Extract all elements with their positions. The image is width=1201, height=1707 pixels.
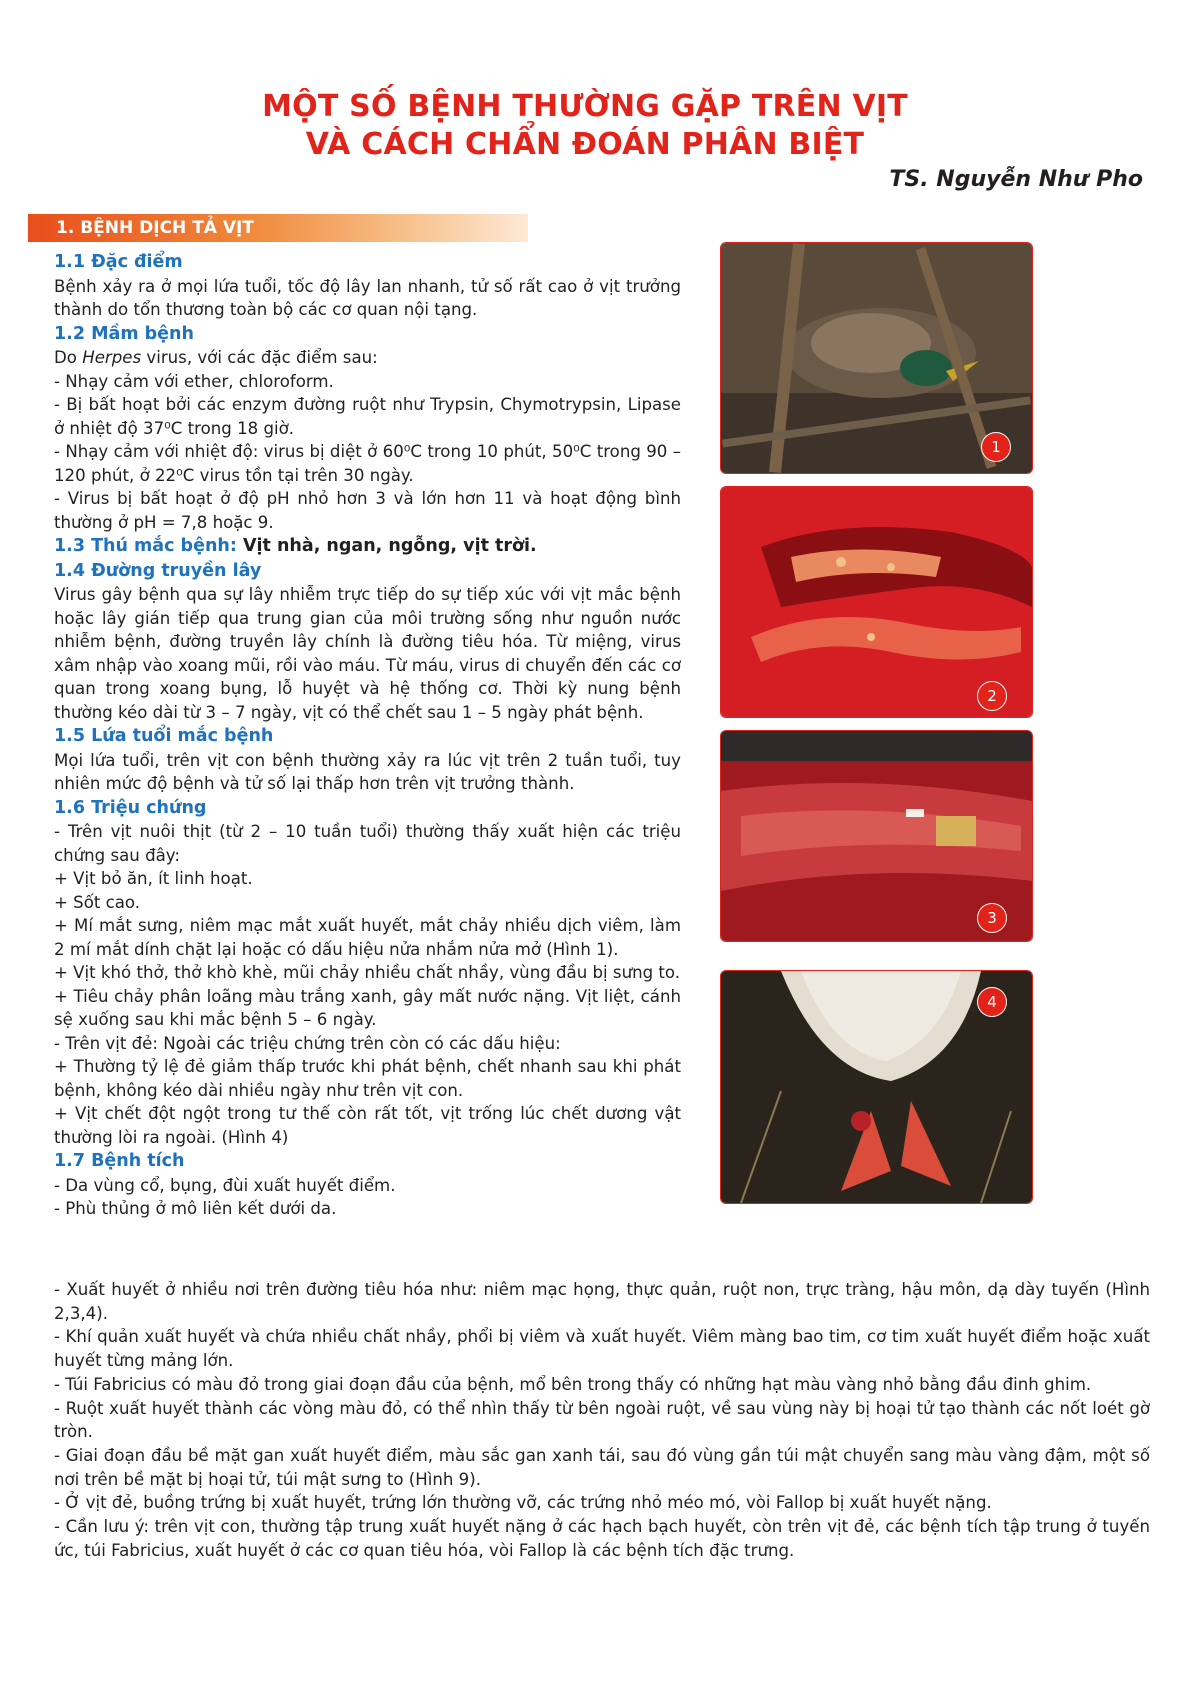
symptom-line-9: + Vịt chết đột ngột trong tư thế còn rất tốt, vịt trống lúc chết dương vật thường lòi ra ngoài. (Hình 4) bbox=[54, 1104, 681, 1147]
lesion-line-7: - Giai đoạn đầu bề mặt gan xuất huyết điểm, màu sắc gan xanh tái, sau đó vùng gần túi mật chuyển sang màu vàng đậm, một số nơi trên bề mặt bị hoại tử, túi mật sưng to (Hình 9). bbox=[54, 1445, 1150, 1489]
symptom-line-2: + Vịt bỏ ăn, ít linh hoạt. bbox=[54, 869, 253, 888]
paragraph-1-1: Bệnh xảy ra ở mọi lứa tuổi, tốc độ lây lan nhanh, tử số rất cao ở vịt trưởng thành do tổn thương toàn bộ các cơ quan nội tạng. bbox=[54, 276, 681, 319]
symptom-line-6: + Tiêu chảy phân loãng màu trắng xanh, gây mất nước nặng. Vịt liệt, cánh sệ xuống sau khi mắc bệnh 5 – 6 ngày. bbox=[54, 986, 681, 1029]
lesion-line-5: - Túi Fabricius có màu đỏ trong giai đoạn đầu của bệnh, mổ bên trong thấy có những hạt màu vàng nhỏ bằng đầu đinh ghim. bbox=[54, 1374, 1092, 1394]
figure-4-badge: 4 bbox=[977, 987, 1007, 1017]
full-width-lesions bbox=[54, 1278, 1150, 1562]
left-column bbox=[54, 250, 681, 1221]
symptom-line-5: + Vịt khó thở, thở khò khè, mũi chảy nhiều chất nhầy, vùng đầu bị sưng to. bbox=[54, 963, 681, 982]
paragraph-1-2-intro bbox=[54, 346, 681, 370]
symptom-line-7: - Trên vịt đẻ: Ngoài các triệu chứng trên còn có các dấu hiệu: bbox=[54, 1033, 561, 1053]
intro-italic: Herpes bbox=[82, 348, 142, 367]
intro-post: virus, với các đặc điểm sau: bbox=[141, 348, 378, 367]
lesion-line-9: - Cần lưu ý: trên vịt con, thường tập trung xuất huyết nặng ở các hạch bạch huyết, còn trên vịt đẻ, các bệnh tích tập trung ở tuyến ức, túi Fabricius, xuất huyết ở các cơ quan tiêu hóa, vòi Fallop là các bệnh tích đặc trưng. bbox=[54, 1517, 1150, 1560]
heading-1-6: 1.6 Triệu chứng bbox=[54, 797, 207, 818]
paragraph-1-4: Virus gây bệnh qua sự lây nhiễm trực tiếp do sự tiếp xúc với vịt mắc bệnh hoặc lây gián tiếp qua trung gian của môi trường sống như nguồn nước nhiễm bệnh, đường truyền lây chính là đường tiêu hóa. Từ miệng, virus xâm nhập vào xoang mũi, rồi vào máu. Từ máu, virus di chuyển đến các cơ quan trong xoang bụng, lỗ huyệt và hệ thống cơ. Thời kỳ nung bệnh thường kéo dài từ 3 – 7 ngày, vịt có thể chết sau 1 – 5 ngày phát bệnh. bbox=[54, 585, 681, 722]
figure-3-badge: 3 bbox=[977, 903, 1007, 933]
title-line-1: MỘT SỐ BỆNH THƯỜNG GẶP TRÊN VỊT bbox=[262, 89, 908, 124]
lesion-line-3: - Xuất huyết ở nhiều nơi trên đường tiêu hóa như: niêm mạc họng, thực quản, ruột non, trực tràng, hậu môn, dạ dày tuyến (Hình 2,3,4). bbox=[54, 1280, 1150, 1323]
figure-4-photo bbox=[720, 970, 1033, 1204]
section-heading: 1. BỆNH DỊCH TẢ VỊT bbox=[56, 218, 254, 238]
lesion-line-2: - Phù thủng ở mô liên kết dưới da. bbox=[54, 1199, 337, 1218]
bullet-1-2-d: - Virus bị bất hoạt ở độ pH nhỏ hơn 3 và lớn hơn 11 và hoạt động bình thường ở pH = 7,8 hoặc 9. bbox=[54, 489, 681, 532]
heading-1-3: 1.3 Thú mắc bệnh: bbox=[54, 536, 237, 556]
figure-1-photo bbox=[720, 242, 1033, 474]
lesion-line-1: - Da vùng cổ, bụng, đùi xuất huyết điểm. bbox=[54, 1175, 396, 1195]
heading-1-7: 1.7 Bệnh tích bbox=[54, 1151, 185, 1171]
symptom-line-1: - Trên vịt nuôi thịt (từ 2 – 10 tuần tuổi) thường thấy xuất hiện các triệu chứng sau đây: bbox=[54, 822, 681, 865]
page-title bbox=[0, 88, 1170, 164]
figure-3-photo bbox=[720, 730, 1033, 942]
title-line-2: VÀ CÁCH CHẨN ĐOÁN PHÂN BIỆT bbox=[305, 127, 865, 162]
figure-1-badge: 1 bbox=[981, 432, 1011, 462]
lesion-line-6: - Ruột xuất huyết thành các vòng màu đỏ, có thể nhìn thấy từ bên ngoài ruột, về sau vùng này bị hoại tử tạo thành các nốt loét gờ tròn. bbox=[54, 1398, 1150, 1442]
heading-1-4: 1.4 Đường truyền lây bbox=[54, 560, 262, 581]
author: TS. Nguyễn Như Pho bbox=[889, 167, 1143, 192]
symptom-line-3: + Sốt cao. bbox=[54, 892, 141, 912]
intro-pre: Do bbox=[54, 348, 83, 367]
section-heading-bar bbox=[28, 214, 528, 242]
heading-1-5: 1.5 Lứa tuổi mắc bệnh bbox=[54, 726, 274, 746]
bullet-1-2-c: - Nhạy cảm với nhiệt độ: virus bị diệt ở 60⁰C trong 10 phút, 50⁰C trong 90 – 120 phút, ở 22⁰C virus tồn tại trên 30 ngày. bbox=[54, 442, 681, 485]
paragraph-1-5: Mọi lứa tuổi, trên vịt con bệnh thường xảy ra lúc vịt trên 2 tuần tuổi, tuy nhiên mức độ bệnh và tử số lại thấp hơn trên vịt trưởng thành. bbox=[54, 750, 681, 793]
lesion-line-8: - Ở vịt đẻ, buồng trứng bị xuất huyết, trứng lớn thường vỡ, các trứng nhỏ méo mó, vòi Fallop bị xuất huyết nặng. bbox=[54, 1493, 992, 1513]
heading-1-3-row bbox=[54, 534, 681, 559]
text-1-3: Vịt nhà, ngan, ngỗng, vịt trời. bbox=[236, 536, 537, 556]
symptom-line-4: + Mí mắt sưng, niêm mạc mắt xuất huyết, mắt chảy nhiều dịch viêm, làm 2 mí mắt dính chặt lại hoặc có dấu hiệu nửa nhắm nửa mở (Hình 1). bbox=[54, 916, 681, 959]
symptom-line-8: + Thường tỷ lệ đẻ giảm thấp trước khi phát bệnh, chết nhanh sau khi phát bệnh, không kéo dài nhiều ngày như trên vịt con. bbox=[54, 1057, 681, 1100]
bullet-1-2-a: - Nhạy cảm với ether, chloroform. bbox=[54, 371, 334, 391]
bullet-1-2-b: - Bị bất hoạt bởi các enzym đường ruột như Trypsin, Chymotrypsin, Lipase ở nhiệt độ 37⁰C trong 18 giờ. bbox=[54, 395, 681, 438]
figure-2-badge: 2 bbox=[977, 681, 1007, 711]
figure-2-photo bbox=[720, 486, 1033, 718]
lesion-line-4: - Khí quản xuất huyết và chứa nhiều chất nhầy, phổi bị viêm và xuất huyết. Viêm màng bao tim, cơ tim xuất huyết điểm hoặc xuất huyết từng mảng lớn. bbox=[54, 1327, 1150, 1371]
heading-1-2: 1.2 Mầm bệnh bbox=[54, 323, 194, 344]
heading-1-1: 1.1 Đặc điểm bbox=[54, 252, 183, 272]
